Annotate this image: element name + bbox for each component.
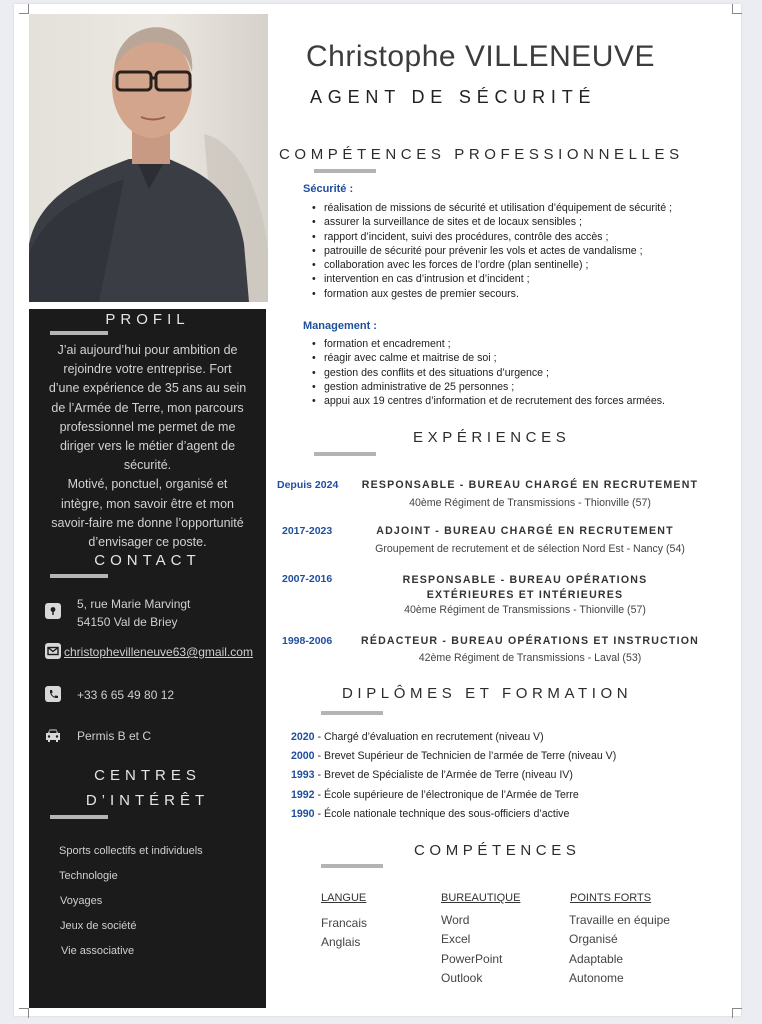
diploma-year: 1990: [291, 808, 315, 820]
interests-title-line2: D’INTÉRÊT: [85, 792, 210, 809]
strengths-heading: POINTS FORTS: [570, 892, 652, 904]
languages-heading: LANGUE: [321, 892, 367, 904]
profile-line: rejoindre votre entreprise. Fort: [63, 362, 232, 377]
crop-mark-bottom-right: [732, 1008, 742, 1018]
diploma-separator: -: [314, 750, 324, 762]
list-item: • intervention en cas d’intrusion et d’incident ;: [312, 272, 672, 286]
profile-title: PROFIL: [105, 311, 190, 328]
interest-item: Voyages: [60, 895, 103, 907]
contact-address: [45, 595, 190, 631]
skills-pro-title: COMPÉTENCES PROFESSIONNELLES: [279, 146, 684, 163]
list-item: • appui aux 19 centres d’information et de recrutement des forces armées.: [312, 394, 665, 408]
diploma-item: [291, 731, 544, 743]
contact-title-bar: [50, 574, 108, 578]
profile-photo: [29, 14, 268, 302]
interest-item: Jeux de société: [60, 920, 137, 932]
location-pin-icon: [45, 603, 61, 619]
interest-item: Sports collectifs et individuels: [59, 845, 203, 857]
profile-line: J’ai aujourd’hui pour ambition de: [57, 343, 238, 357]
experience-org: Groupement de recrutement et de sélection Nord Est - Nancy (54): [375, 543, 685, 555]
crop-mark-top-left: [19, 4, 29, 14]
list-item: • formation et encadrement ;: [312, 337, 665, 351]
diplomas-bar: [321, 711, 383, 715]
diploma-item: [291, 750, 616, 762]
strength-item: Adaptable: [569, 951, 624, 966]
languages-list: [321, 916, 367, 955]
profile-title-bar: [50, 331, 108, 335]
profile-line: Motivé, ponctuel, organisé et: [67, 477, 228, 492]
profile-line: d’une expérience de 35 ans au sein: [48, 381, 247, 396]
diploma-year: 2020: [291, 731, 315, 743]
list-item: • formation aux gestes de premier secours.: [312, 287, 672, 301]
diplomas-title: DIPLÔMES ET FORMATION: [342, 685, 633, 702]
experience-org: 40ème Régiment de Transmissions - Thionville (57): [404, 604, 646, 616]
diploma-item: [291, 769, 573, 781]
experiences-title: EXPÉRIENCES: [413, 429, 571, 446]
office-item: Word: [441, 913, 470, 927]
diploma-item: [291, 789, 579, 801]
profile-line: professionnel me permet de me: [59, 419, 236, 434]
address-line-2: 54150 Val de Briey: [77, 615, 178, 629]
list-item: • réalisation de missions de sécurité et utilisation d’équipement de sécurité ;: [312, 201, 672, 215]
management-list: [312, 337, 665, 408]
office-item: Excel: [441, 932, 471, 947]
list-item: • rapport d’incident, suivi des procédures, contrôle des accès ;: [312, 230, 672, 244]
sidebar: [29, 309, 266, 1008]
skills-pro-bar: [314, 169, 376, 173]
list-item: • collaboration avec les forces de l’ordre (plan sentinelle) ;: [312, 258, 672, 272]
profile-line: sécurité.: [123, 458, 172, 473]
experience-org: 40ème Régiment de Transmissions - Thionville (57): [409, 497, 651, 509]
skills-title: COMPÉTENCES: [414, 842, 581, 859]
list-item: • assurer la surveillance de sites et de locaux sensibles ;: [312, 215, 672, 229]
experience-title-line2: EXTÉRIEURES ET INTÉRIEURES: [426, 589, 624, 601]
profile-line: de l’Armée de Terre, mon parcours: [51, 400, 244, 415]
diploma-year: 1993: [291, 769, 315, 781]
skills-bar: [321, 864, 383, 868]
crop-mark-top-right: [732, 4, 742, 14]
experience-title: RÉDACTEUR - BUREAU OPÉRATIONS ET INSTRUCTION: [360, 635, 700, 647]
candidate-name: Christophe VILLENEUVE: [306, 40, 655, 73]
interests-title-bar: [50, 815, 108, 819]
list-item: • réagir avec calme et maitrise de soi ;: [312, 351, 665, 365]
experience-org: 42ème Régiment de Transmissions - Laval (53): [418, 652, 642, 664]
interest-item: Vie associative: [61, 945, 135, 957]
diploma-separator: -: [314, 808, 324, 820]
diploma-text: École supérieure de l’électronique de l’Armée de Terre: [324, 789, 579, 801]
phone-number: +33 6 65 49 80 12: [77, 688, 175, 702]
office-heading: BUREAUTIQUE: [441, 892, 521, 904]
profile-line: intègre, mon savoir être et mon: [61, 496, 234, 511]
security-list: [312, 201, 672, 301]
profile-line: diriger vers le métier d’agent de: [59, 439, 236, 454]
experience-date: Depuis 2024: [277, 479, 339, 491]
diploma-text: Brevet Supérieur de Technicien de l’armée de Terre (niveau V): [324, 750, 617, 762]
experience-date: 1998-2006: [282, 635, 333, 647]
contact-title: CONTACT: [94, 552, 201, 569]
experience-date: 2017-2023: [282, 525, 333, 537]
office-item: Outlook: [441, 970, 483, 985]
job-title: AGENT DE SÉCURITÉ: [310, 87, 597, 107]
address-line-1: 5, rue Marie Marvingt: [77, 597, 191, 611]
contact-license: [45, 727, 151, 745]
list-item: • gestion des conflits et des situations d’urgence ;: [312, 366, 665, 380]
diploma-item: [291, 808, 569, 820]
experience-title: RESPONSABLE - BUREAU CHARGÉ EN RECRUTEMENT: [361, 479, 699, 491]
office-list: [441, 913, 502, 990]
office-item: PowerPoint: [441, 951, 503, 966]
interests-list: [59, 843, 203, 968]
list-item: • gestion administrative de 25 personnes ;: [312, 380, 665, 394]
experience-title: ADJOINT - BUREAU CHARGÉ EN RECRUTEMENT: [376, 525, 674, 537]
experience-title: RESPONSABLE - BUREAU OPÉRATIONS: [402, 574, 648, 586]
diploma-separator: -: [314, 769, 324, 781]
language-item: Francais: [321, 916, 368, 930]
diploma-year: 2000: [291, 750, 315, 762]
experience-date: 2007-2016: [282, 573, 333, 585]
strength-item: Organisé: [569, 932, 618, 947]
list-item: • patrouille de sécurité pour prévenir les vols et actes de vandalisme ;: [312, 244, 672, 258]
strength-item: Autonome: [569, 970, 624, 985]
envelope-icon: [45, 643, 61, 659]
contact-email[interactable]: [45, 643, 253, 661]
contact-phone: [45, 686, 174, 704]
diploma-text: École nationale technique des sous-officiers d’active: [324, 808, 570, 820]
diploma-year: 1992: [291, 789, 315, 801]
profile-text: [37, 341, 258, 552]
strength-item: Travaille en équipe: [569, 913, 670, 927]
interests-title-line1: CENTRES: [94, 767, 201, 784]
experiences-bar: [314, 452, 376, 456]
management-label: Management :: [303, 320, 377, 332]
driving-license: Permis B et C: [77, 729, 152, 743]
language-item: Anglais: [321, 935, 361, 950]
profile-line: d’envisager ce poste.: [88, 535, 207, 550]
diploma-text: Brevet de Spécialiste de l’Armée de Terre (niveau IV): [324, 769, 573, 781]
profile-line: savoir-faire me donne l’opportunité: [51, 515, 244, 530]
car-icon: [45, 727, 61, 743]
interest-item: Technologie: [59, 870, 118, 882]
diploma-text: Chargé d’évaluation en recrutement (niveau V): [324, 731, 544, 743]
security-label: Sécurité :: [303, 183, 354, 195]
diploma-separator: -: [314, 789, 324, 801]
strengths-list: [569, 913, 670, 990]
diploma-separator: -: [314, 731, 324, 743]
email-link[interactable]: christophevilleneuve63@gmail.com: [64, 645, 253, 659]
crop-mark-bottom-left: [19, 1008, 29, 1018]
phone-icon: [45, 686, 61, 702]
